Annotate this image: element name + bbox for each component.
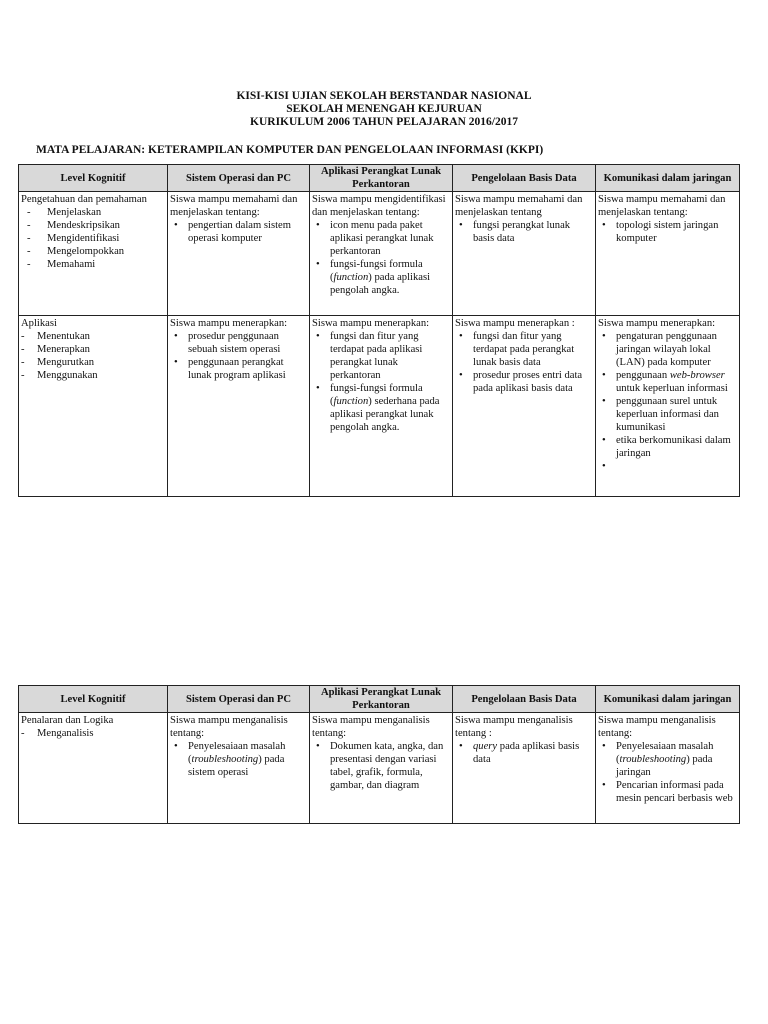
- bullet-list: [312, 740, 450, 792]
- item-text: fungsi-fungsi formula (: [330, 259, 423, 283]
- bullet-list: [170, 330, 307, 382]
- list-item: • pengertian dalam sistem operasi komputer: [170, 219, 307, 245]
- list-item: [312, 382, 450, 434]
- kisi-kisi-table-1: [18, 164, 740, 497]
- column-header-basis-data: Pengelolaan Basis Data: [453, 686, 596, 713]
- cell-intro: Siswa mampu menganalisis tentang:: [312, 715, 430, 739]
- item-text: Penyelesaiaan masalah (: [616, 741, 714, 765]
- item-text: pada aplikasi basis data: [473, 741, 580, 765]
- list-item: - Menggunakan: [21, 369, 165, 382]
- cell-level-kognitif: [19, 316, 168, 497]
- cell-basis-data: [453, 192, 596, 316]
- list-item: - Menentukan: [21, 330, 165, 343]
- cell-komunikasi-jaringan: [596, 192, 740, 316]
- cell-intro: Siswa mampu menerapkan:: [170, 318, 288, 329]
- list-item: • fungsi perangkat lunak basis data: [455, 219, 593, 245]
- item-text: ) sederhana pada aplikasi perangkat lunak pengolah angka.: [330, 396, 440, 433]
- table-header-row: [19, 165, 740, 192]
- cell-aplikasi-perkantoran: [310, 192, 453, 316]
- cell-level-kognitif: [19, 713, 168, 824]
- bullet-list: [455, 219, 593, 245]
- cell-intro: Siswa mampu mengidentifikasi dan menjelaskan tentang:: [312, 194, 446, 218]
- cell-sistem-operasi: [168, 192, 310, 316]
- item-italic-term: troubleshooting: [191, 754, 259, 765]
- list-item: - Mengelompokkan: [21, 245, 165, 258]
- level-list: [21, 206, 165, 271]
- item-text: penggunaan: [616, 370, 670, 381]
- item-text: ) pada sistem operasi: [188, 754, 285, 778]
- cell-komunikasi-jaringan: [596, 713, 740, 824]
- cell-sistem-operasi: [168, 316, 310, 497]
- column-header-komunikasi-jaringan: Komunikasi dalam jaringan: [596, 686, 740, 713]
- cell-intro: Siswa mampu menganalisis tentang:: [598, 715, 716, 739]
- list-item: - Menjelaskan: [21, 206, 165, 219]
- subject-title: MATA PELAJARAN: KETERAMPILAN KOMPUTER DAN PENGELOLAAN INFORMASI (KKPI): [36, 144, 544, 156]
- header-title-line1: KISI-KISI UJIAN SEKOLAH BERSTANDAR NASIONAL: [236, 90, 532, 102]
- list-item: - Mendeskripsikan: [21, 219, 165, 232]
- list-item: • prosedur penggunaan sebuah sistem operasi: [170, 330, 307, 356]
- cell-intro: Siswa mampu menganalisis tentang :: [455, 715, 573, 739]
- list-item: - Mengidentifikasi: [21, 232, 165, 245]
- kisi-kisi-table-2: [18, 685, 740, 824]
- column-header-aplikasi-perkantoran: Aplikasi Perangkat Lunak Perkantoran: [310, 686, 453, 713]
- column-header-basis-data: Pengelolaan Basis Data: [453, 165, 596, 192]
- column-header-komunikasi-jaringan: Komunikasi dalam jaringan: [596, 165, 740, 192]
- level-title: Pengetahuan dan pemahaman: [21, 194, 147, 205]
- list-item: • Pencarian informasi pada mesin pencari berbasis web: [598, 779, 737, 805]
- level-title: Aplikasi: [21, 318, 57, 329]
- item-text: ) pada jaringan: [616, 754, 713, 778]
- item-italic-term: web-browser: [669, 370, 725, 381]
- cell-basis-data: [453, 316, 596, 497]
- cell-level-kognitif: [19, 192, 168, 316]
- level-title: Penalaran dan Logika: [21, 715, 114, 726]
- bullet-list: [598, 330, 737, 473]
- list-item: • etika berkomunikasi dalam jaringan: [598, 434, 737, 460]
- list-item-empty: [598, 460, 737, 473]
- list-item: [312, 258, 450, 297]
- bullet-list: [455, 740, 593, 766]
- item-italic-term: query: [473, 741, 498, 752]
- cell-komunikasi-jaringan: [596, 316, 740, 497]
- item-text: ) pada aplikasi pengolah angka.: [330, 272, 431, 296]
- item-text: fungsi-fungsi formula (: [330, 383, 423, 407]
- list-item: - Memahami: [21, 258, 165, 271]
- table-row: [19, 192, 740, 316]
- cell-intro: Siswa mampu menerapkan:: [598, 318, 716, 329]
- header-title-line2: SEKOLAH MENENGAH KEJURUAN: [286, 103, 482, 115]
- item-italic-term: function: [333, 396, 369, 407]
- cell-intro: Siswa mampu memahami dan menjelaskan tentang: [455, 194, 583, 218]
- item-text: Penyelesaiaan masalah (: [188, 741, 286, 765]
- bullet-list: [312, 330, 450, 434]
- level-list: [21, 727, 165, 740]
- bullet-list: [598, 219, 737, 245]
- cell-intro: Siswa mampu memahami dan menjelaskan tentang:: [170, 194, 298, 218]
- bullet-list: [312, 219, 450, 297]
- bullet-list: [455, 330, 593, 395]
- table-row: [19, 713, 740, 824]
- cell-intro: Siswa mampu menerapkan:: [312, 318, 430, 329]
- list-item: • fungsi dan fitur yang terdapat pada perangkat lunak basis data: [455, 330, 593, 369]
- list-item: [598, 369, 737, 395]
- cell-aplikasi-perkantoran: [310, 713, 453, 824]
- table-row: [19, 316, 740, 497]
- list-item: • fungsi dan fitur yang terdapat pada aplikasi perangkat lunak perkantoran: [312, 330, 450, 382]
- list-item: • penggunaan perangkat lunak program aplikasi: [170, 356, 307, 382]
- list-item: • icon menu pada paket aplikasi perangkat lunak perkantoran: [312, 219, 450, 258]
- cell-intro: Siswa mampu memahami dan menjelaskan tentang:: [598, 194, 726, 218]
- list-item: - Menerapkan: [21, 343, 165, 356]
- cell-sistem-operasi: [168, 713, 310, 824]
- level-list: [21, 330, 165, 382]
- list-item: • topologi sistem jaringan komputer: [598, 219, 737, 245]
- item-italic-term: function: [333, 272, 369, 283]
- list-item: • Dokumen kata, angka, dan presentasi dengan variasi tabel, grafik, formula, gambar, dan diagram: [312, 740, 450, 792]
- item-italic-term: troubleshooting: [619, 754, 687, 765]
- document-header: [0, 90, 768, 129]
- header-title-line3: KURIKULUM 2006 TAHUN PELAJARAN 2016/2017: [250, 116, 518, 128]
- cell-aplikasi-perkantoran: [310, 316, 453, 497]
- cell-intro: Siswa mampu menerapkan :: [455, 318, 575, 329]
- list-item: [170, 740, 307, 779]
- list-item: - Mengurutkan: [21, 356, 165, 369]
- list-item: [455, 740, 593, 766]
- column-header-aplikasi-perkantoran: Aplikasi Perangkat Lunak Perkantoran: [310, 165, 453, 192]
- bullet-list: [170, 219, 307, 245]
- table-header-row: [19, 686, 740, 713]
- cell-basis-data: [453, 713, 596, 824]
- column-header-level-kognitif: Level Kognitif: [19, 686, 168, 713]
- bullet-list: [170, 740, 307, 779]
- list-item: • prosedur proses entri data pada aplikasi basis data: [455, 369, 593, 395]
- column-header-sistem-operasi: Sistem Operasi dan PC: [168, 686, 310, 713]
- list-item: • penggunaan surel untuk keperluan informasi dan kumunikasi: [598, 395, 737, 434]
- list-item: [598, 740, 737, 779]
- column-header-level-kognitif: Level Kognitif: [19, 165, 168, 192]
- cell-intro: Siswa mampu menganalisis tentang:: [170, 715, 288, 739]
- column-header-sistem-operasi: Sistem Operasi dan PC: [168, 165, 310, 192]
- bullet-list: [598, 740, 737, 805]
- list-item: - Menganalisis: [21, 727, 165, 740]
- item-text: untuk keperluan informasi: [616, 383, 728, 394]
- list-item: • pengaturan penggunaan jaringan wilayah lokal (LAN) pada komputer: [598, 330, 737, 369]
